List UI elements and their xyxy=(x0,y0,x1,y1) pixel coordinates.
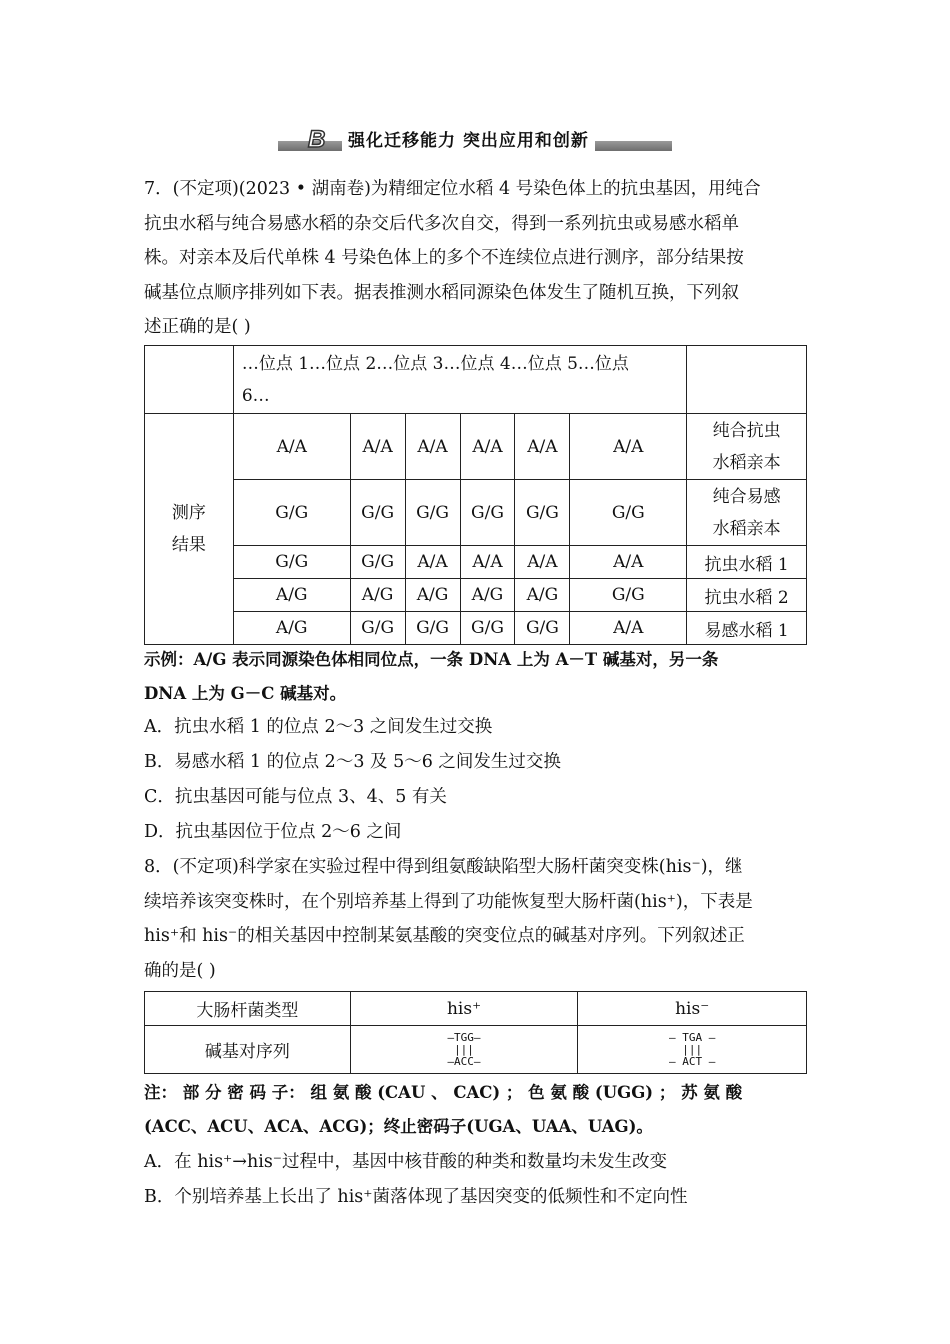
genotype-cell: A/A xyxy=(460,414,515,480)
genotype-cell: G/G xyxy=(233,480,350,546)
sequence-strand: —ACC— xyxy=(447,1054,481,1068)
row-group-label-line: 结果 xyxy=(171,535,206,555)
note-line: (ACC、ACU、ACA、ACG)；终止密码子(UGA、UAA、UAG)。 xyxy=(144,1117,653,1136)
plant-name-line: 水稻亲本 xyxy=(712,452,781,473)
table-row xyxy=(145,1026,807,1074)
note-line: 注： 部 分 密 码 子： 组 氨 酸 (CAU 、 CAC) ； 色 氨 酸 (UGG) ； 苏 氨 酸 xyxy=(144,1083,743,1102)
sequence-strand: — TGA — xyxy=(668,1030,716,1044)
genotype-cell: A/A xyxy=(570,414,687,480)
genotype-cell: G/G xyxy=(515,612,570,645)
genotype-cell: A/A xyxy=(405,414,460,480)
genotype-cell: G/G xyxy=(350,612,405,645)
col-header: his⁺ xyxy=(350,992,578,1026)
q7-table-note xyxy=(144,643,808,711)
genotype-cell: A/A xyxy=(350,414,405,480)
genotype-cell: A/A xyxy=(405,546,460,579)
note-line: 示例：A/G 表示同源染色体相同位点，一条 DNA 上为 A－T 碱基对，另一条 xyxy=(144,650,719,669)
genotype-cell: G/G xyxy=(350,480,405,546)
genotype-cell: A/A xyxy=(570,546,687,579)
genotype-cell: A/A xyxy=(460,546,515,579)
section-title: 强化迁移能力 突出应用和创新 xyxy=(342,130,595,152)
q8-line: 续培养该突变株时，在个别培养基上得到了功能恢复型大肠杆菌(his⁺)，下表是 xyxy=(144,891,753,912)
row-label: 碱基对序列 xyxy=(145,1026,351,1074)
q7-option-c[interactable]: C．抗虫基因可能与位点 3、4、5 有关 xyxy=(144,787,447,807)
site-header-line: …位点 1…位点 2…位点 3…位点 4…位点 5…位点 xyxy=(241,353,629,374)
genotype-cell: G/G xyxy=(350,546,405,579)
genotype-cell: A/G xyxy=(460,579,515,612)
q8-line: his⁺和 his⁻的相关基因中控制某氨基酸的突变位点的碱基对序列。下列叙述正 xyxy=(144,926,745,946)
table-row xyxy=(145,992,807,1026)
q8-option-b[interactable]: B．个别培养基上长出了 his⁺菌落体现了基因突变的低频性和不定向性 xyxy=(144,1187,688,1207)
row-group-label-line: 测序 xyxy=(171,503,206,523)
site-header xyxy=(233,346,686,414)
q7-option-d[interactable]: D．抗虫基因位于位点 2～6 之间 xyxy=(144,822,402,842)
q7-line: 述正确的是( ) xyxy=(144,317,251,337)
base-pair-table xyxy=(144,991,807,1074)
genotype-cell: A/A xyxy=(233,414,350,480)
col-header: 大肠杆菌类型 xyxy=(145,992,351,1026)
plant-name-cell xyxy=(687,414,807,480)
sequencing-table xyxy=(144,345,807,645)
plant-name-line: 纯合易感 xyxy=(712,486,781,507)
his-minus-sequence xyxy=(578,1026,807,1074)
plant-name-line: 纯合抗虫 xyxy=(712,420,781,441)
genotype-cell: G/G xyxy=(233,546,350,579)
plant-name-line: 水稻亲本 xyxy=(712,518,781,539)
table-row xyxy=(145,579,807,612)
question-8-stem xyxy=(144,850,808,988)
plant-name-cell: 易感水稻 1 xyxy=(687,612,807,645)
genotype-cell: A/G xyxy=(515,579,570,612)
genotype-cell: A/G xyxy=(233,579,350,612)
plant-name-cell xyxy=(687,480,807,546)
question-7-stem xyxy=(144,172,808,345)
site-header-line: 6… xyxy=(241,385,270,406)
genotype-cell: A/G xyxy=(350,579,405,612)
q7-line: 株。对亲本及后代单株 4 号染色体上的多个不连续位点进行测序，部分结果按 xyxy=(144,248,744,268)
q8-line: 确的是( ) xyxy=(144,960,216,981)
table-row xyxy=(145,546,807,579)
q7-line: 7．(不定项)(2023 • 湖南卷)为精细定位水稻 4 号染色体上的抗虫基因，用纯合 xyxy=(144,179,761,199)
genotype-cell: A/A xyxy=(570,612,687,645)
genotype-cell: G/G xyxy=(570,480,687,546)
section-badge-icon: B xyxy=(308,126,326,153)
q7-line: 碱基位点顺序排列如下表。据表推测水稻同源染色体发生了随机互换，下列叙 xyxy=(144,282,739,303)
section-banner xyxy=(278,126,672,156)
genotype-cell: G/G xyxy=(405,612,460,645)
sequence-bonds: ||| xyxy=(682,1042,703,1056)
blank-header-cell xyxy=(687,346,807,414)
plant-name-cell: 抗虫水稻 1 xyxy=(687,546,807,579)
plant-name-cell: 抗虫水稻 2 xyxy=(687,579,807,612)
q7-option-a[interactable]: A．抗虫水稻 1 的位点 2～3 之间发生过交换 xyxy=(144,717,493,737)
sequence-bonds: ||| xyxy=(454,1042,474,1056)
genotype-cell: A/A xyxy=(515,546,570,579)
sequence-strand: — ACT — xyxy=(668,1054,716,1068)
sequence-strand: —TGG— xyxy=(447,1030,481,1044)
table-row xyxy=(145,480,807,546)
corner-cell xyxy=(145,346,234,414)
table-row xyxy=(145,414,807,480)
q7-line: 抗虫水稻与纯合易感水稻的杂交后代多次自交，得到一系列抗虫或易感水稻单 xyxy=(144,213,739,234)
genotype-cell: G/G xyxy=(570,579,687,612)
table-row xyxy=(145,612,807,645)
q8-table-note xyxy=(144,1076,808,1144)
q7-option-b[interactable]: B．易感水稻 1 的位点 2～3 及 5～6 之间发生过交换 xyxy=(144,752,561,772)
genotype-cell: G/G xyxy=(460,480,515,546)
genotype-cell: A/A xyxy=(515,414,570,480)
genotype-cell: G/G xyxy=(405,480,460,546)
genotype-cell: A/G xyxy=(233,612,350,645)
genotype-cell: G/G xyxy=(515,480,570,546)
q8-option-a[interactable]: A．在 his⁺→his⁻过程中，基因中核苷酸的种类和数量均未发生改变 xyxy=(144,1152,668,1172)
his-plus-sequence xyxy=(350,1026,578,1074)
genotype-cell: A/G xyxy=(405,579,460,612)
col-header: his⁻ xyxy=(578,992,807,1026)
genotype-cell: G/G xyxy=(460,612,515,645)
q8-line: 8．(不定项)科学家在实验过程中得到组氨酸缺陷型大肠杆菌突变株(his⁻)，继 xyxy=(144,857,743,877)
note-line: DNA 上为 G－C 碱基对。 xyxy=(144,684,347,703)
row-group-label xyxy=(145,414,234,645)
